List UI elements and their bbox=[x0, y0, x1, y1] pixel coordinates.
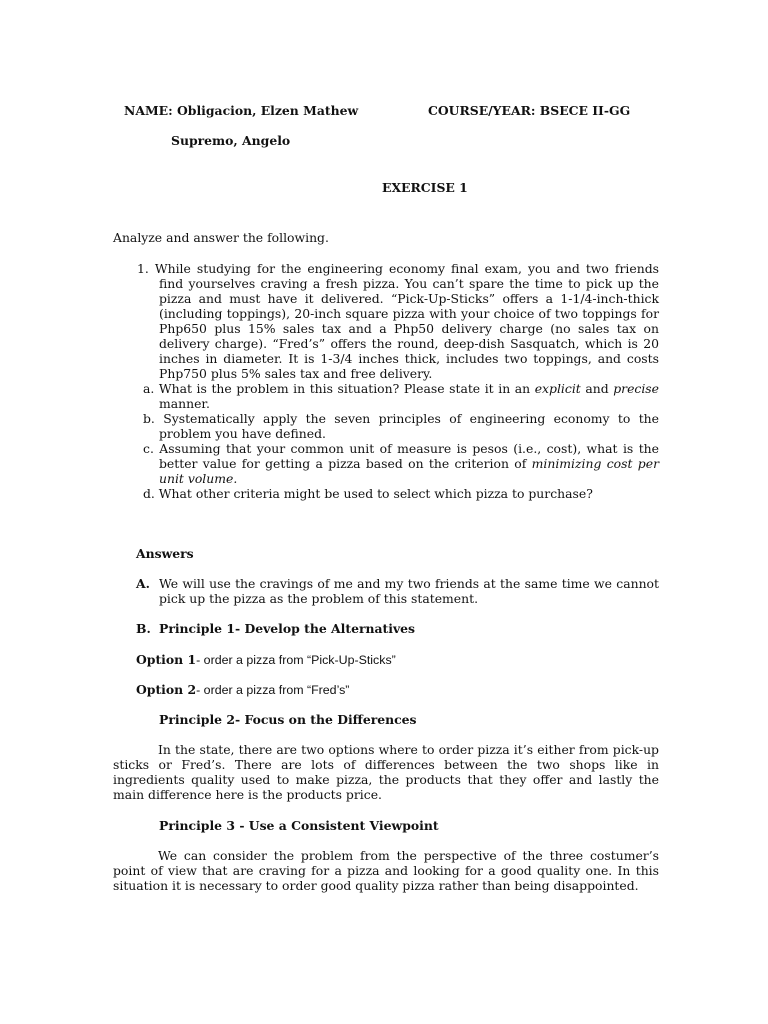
principle-3-text: We can consider the problem from the perspective of the three costumer’s point of view that are craving for a pizza and looking for a good quality one. In this situation it is necessary to order good quality pizza rather than being disappointed. bbox=[113, 848, 659, 893]
course-value: BSECE II-GG bbox=[539, 103, 631, 118]
option-1-text: - order a pizza from “Pick-Up-Sticks” bbox=[196, 653, 396, 667]
option-2-label: Option 2 bbox=[136, 682, 197, 697]
problem-body: While studying for the engineering economy final exam, you and two friends find yourselves craving a fresh pizza. You can’t spare the time to pick up the pizza and must have it delivered. “Pick-Up-Sticks” offers a 1-1/4-inch-thick (including toppings), 20-inch square pizza with your choice of two toppings for Php650 plus 15% sales tax and a Php50 delivery charge (no sales tax on delivery charge). “Fred’s” offers the round, deep-dish Sasquatch, which is 20 inches in diameter. It is 1-3/4 inches thick, includes two toppings, and costs Php750 plus 5% sales tax and free delivery. bbox=[154, 261, 659, 381]
name-label: NAME: bbox=[124, 103, 173, 118]
question-a-suffix: manner. bbox=[159, 396, 210, 411]
answers-heading: Answers bbox=[136, 546, 194, 561]
question-c-prefix: c. Assuming that your common unit of measure is pesos (i.e., cost), what is the better value for getting a pizza based on the criterion of bbox=[143, 441, 659, 471]
answer-b-label: B. bbox=[136, 621, 151, 636]
question-a-mid: and bbox=[580, 381, 614, 396]
question-a bbox=[137, 381, 659, 411]
option-1 bbox=[136, 652, 396, 668]
question-a-prefix: a. What is the problem in this situation? Please state it in an bbox=[143, 381, 535, 396]
principle-2-heading: Principle 2- Focus on the Differences bbox=[159, 712, 417, 727]
principle-2-text: In the state, there are two options where to order pizza it’s either from pick-up sticks or Fred’s. There are lots of differences between the two shops like in ingredients quality used to make pizza, the products that they offer and lastly the main difference here is the products price. bbox=[113, 742, 659, 802]
question-a-em2: precise bbox=[613, 381, 659, 396]
option-2-text: - order a pizza from “Fred’s” bbox=[196, 683, 350, 697]
page-title: EXERCISE 1 bbox=[382, 180, 468, 195]
principle-1-heading: Principle 1- Develop the Alternatives bbox=[159, 621, 416, 636]
course-line bbox=[428, 103, 630, 118]
name-value: Obligacion, Elzen Mathew bbox=[177, 103, 359, 118]
question-a-em1: explicit bbox=[534, 381, 581, 396]
question-d: d. What other criteria might be used to select which pizza to purchase? bbox=[143, 486, 593, 501]
answer-a-label: A. bbox=[136, 576, 150, 591]
instruction-text: Analyze and answer the following. bbox=[113, 230, 329, 245]
option-2 bbox=[136, 682, 349, 698]
problem-number: 1. bbox=[137, 261, 149, 276]
question-c-em: minimizing cost per unit volume. bbox=[159, 456, 659, 486]
question-b: b. Systematically apply the seven principles of engineering economy to the problem you have defined. bbox=[143, 411, 659, 441]
answer-a-text: We will use the cravings of me and my two friends at the same time we cannot pick up the pizza as the problem of this statement. bbox=[159, 576, 659, 606]
option-1-label: Option 1 bbox=[136, 652, 197, 667]
course-label: COURSE/YEAR: bbox=[428, 103, 536, 118]
problem-text bbox=[137, 261, 659, 381]
problem-block bbox=[137, 261, 659, 501]
question-c bbox=[137, 441, 659, 486]
name-second: Supremo, Angelo bbox=[171, 133, 291, 148]
name-line bbox=[124, 103, 358, 118]
principle-3-heading: Principle 3 - Use a Consistent Viewpoint bbox=[159, 818, 439, 833]
